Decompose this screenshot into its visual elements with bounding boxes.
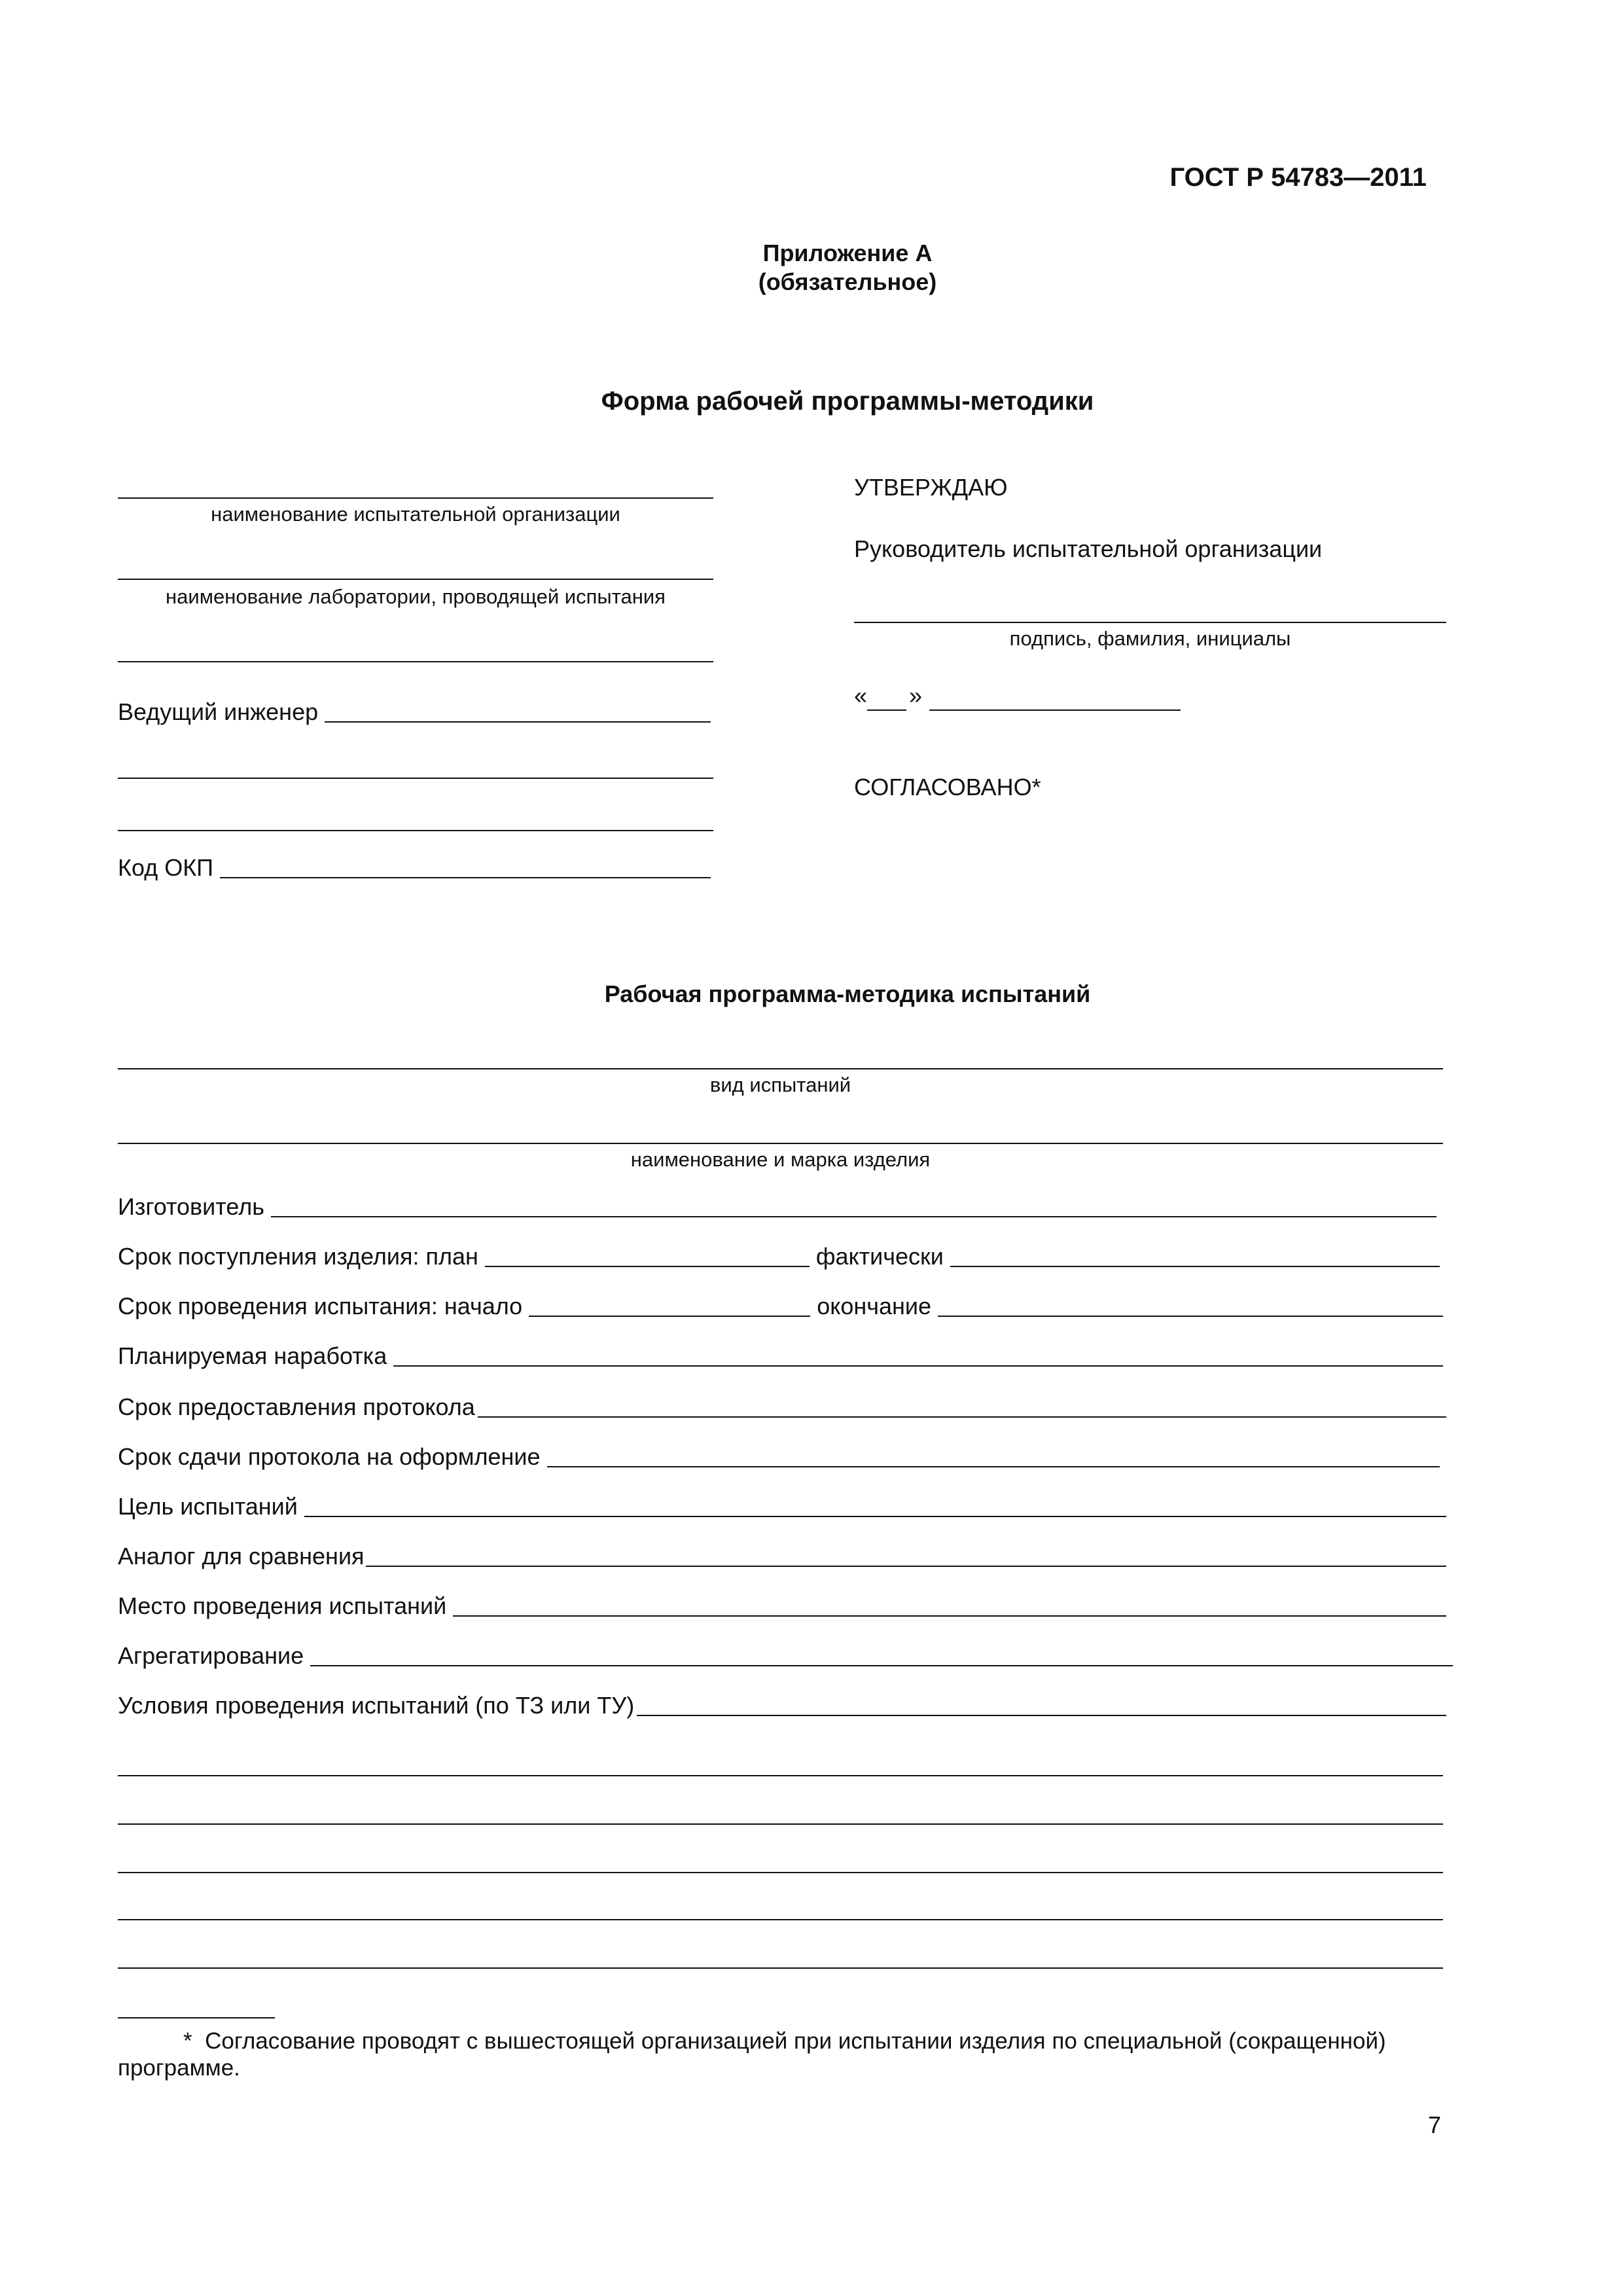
product-name-caption: наименование и марка изделия — [630, 1148, 931, 1171]
receipt-actual-line[interactable] — [950, 1266, 1440, 1267]
test-type-line[interactable] — [118, 1068, 1443, 1069]
blank-line-3[interactable] — [118, 830, 713, 831]
aggregation-field — [118, 1639, 1453, 1669]
approval-date — [854, 682, 1181, 712]
okp-code-field — [118, 851, 711, 881]
org-name-line[interactable] — [118, 497, 713, 499]
manufacturer-field — [118, 1190, 1436, 1220]
planned-runtime-label: Планируемая наработка — [118, 1342, 387, 1369]
appendix-title: Приложение А — [762, 240, 933, 266]
lab-name-caption: наименование лаборатории, проводящей испытания — [166, 585, 666, 608]
test-conditions-line[interactable] — [637, 1715, 1446, 1716]
aggregation-label: Агрегатирование — [118, 1641, 304, 1669]
form-title: Форма рабочей программы-методики — [601, 387, 1094, 416]
lab-name-line[interactable] — [118, 579, 713, 580]
footnote-mark: * — [183, 2028, 192, 2054]
report-deadline-line[interactable] — [478, 1416, 1446, 1418]
test-end-label: окончание — [817, 1292, 932, 1319]
test-location-field — [118, 1589, 1446, 1619]
test-start-line[interactable] — [529, 1316, 810, 1317]
report-submission-label: Срок сдачи протокола на оформление — [118, 1443, 541, 1470]
test-purpose-label: Цель испытаний — [118, 1492, 298, 1520]
page-number: 7 — [1427, 2111, 1441, 2138]
blank-line-2[interactable] — [118, 778, 713, 779]
conditions-line-4[interactable] — [118, 1919, 1443, 1920]
appendix-subtitle: (обязательное) — [758, 268, 937, 295]
okp-code-line[interactable] — [220, 877, 711, 878]
test-type-caption: вид испытаний — [709, 1073, 851, 1096]
test-location-line[interactable] — [453, 1615, 1446, 1617]
planned-runtime-line[interactable] — [393, 1365, 1443, 1367]
report-submission-field — [118, 1440, 1440, 1470]
planned-runtime-field — [118, 1339, 1443, 1369]
approve-heading: УТВЕРЖДАЮ — [854, 474, 1008, 501]
test-start-label: Срок проведения испытания: начало — [118, 1292, 523, 1319]
test-location-label: Место проведения испытаний — [118, 1592, 447, 1619]
report-deadline-label: Срок предоставления протокола — [118, 1393, 475, 1420]
conditions-line-2[interactable] — [118, 1823, 1443, 1825]
blank-line-1[interactable] — [118, 661, 713, 662]
date-quote-close: » — [909, 682, 923, 709]
test-conditions-field — [118, 1689, 1446, 1719]
date-month-year-line[interactable] — [929, 709, 1181, 711]
report-deadline-field — [118, 1390, 1446, 1420]
test-purpose-field — [118, 1490, 1446, 1520]
analog-field — [118, 1539, 1446, 1570]
test-period-field — [118, 1289, 1443, 1319]
test-end-line[interactable] — [938, 1316, 1443, 1317]
product-name-line[interactable] — [118, 1143, 1443, 1144]
signature-line[interactable] — [854, 622, 1446, 623]
conditions-line-1[interactable] — [118, 1775, 1443, 1776]
receipt-date-field — [118, 1240, 1440, 1270]
manufacturer-line[interactable] — [271, 1216, 1436, 1217]
aggregation-line[interactable] — [310, 1665, 1453, 1666]
okp-code-label: Код ОКП — [118, 853, 214, 881]
receipt-actual-label: фактически — [815, 1242, 944, 1270]
date-quote-open: « — [854, 682, 868, 709]
test-purpose-line[interactable] — [304, 1516, 1446, 1517]
test-conditions-label: Условия проведения испытаний (по ТЗ или ТУ) — [118, 1691, 635, 1719]
head-of-org-title: Руководитель испытательной организации — [854, 535, 1323, 562]
program-title: Рабочая программа-методика испытаний — [604, 980, 1091, 1007]
report-submission-line[interactable] — [547, 1466, 1440, 1467]
standard-designation: ГОСТ Р 54783—2011 — [1169, 163, 1427, 192]
footnote-text: Согласование проводят с вышестоящей организацией при испытании изделия по специальной (сокращенной) программе. — [118, 2028, 1386, 2081]
lead-engineer-field — [118, 695, 711, 725]
agreed-heading: СОГЛАСОВАНО* — [854, 774, 1041, 800]
conditions-line-5[interactable] — [118, 1967, 1443, 1969]
analog-label: Аналог для сравнения — [118, 1542, 365, 1570]
analog-line[interactable] — [366, 1566, 1446, 1567]
date-day-line[interactable] — [867, 709, 906, 711]
footnote — [118, 2028, 1453, 2082]
org-name-caption: наименование испытательной организации — [211, 503, 620, 526]
footnote-separator — [118, 2017, 275, 2018]
lead-engineer-line[interactable] — [325, 721, 711, 723]
signature-caption: подпись, фамилия, инициалы — [1009, 627, 1291, 650]
manufacturer-label: Изготовитель — [118, 1193, 264, 1220]
conditions-line-3[interactable] — [118, 1872, 1443, 1873]
receipt-plan-line[interactable] — [485, 1266, 810, 1267]
lead-engineer-label: Ведущий инженер — [118, 698, 319, 725]
receipt-plan-label: Срок поступления изделия: план — [118, 1242, 478, 1270]
